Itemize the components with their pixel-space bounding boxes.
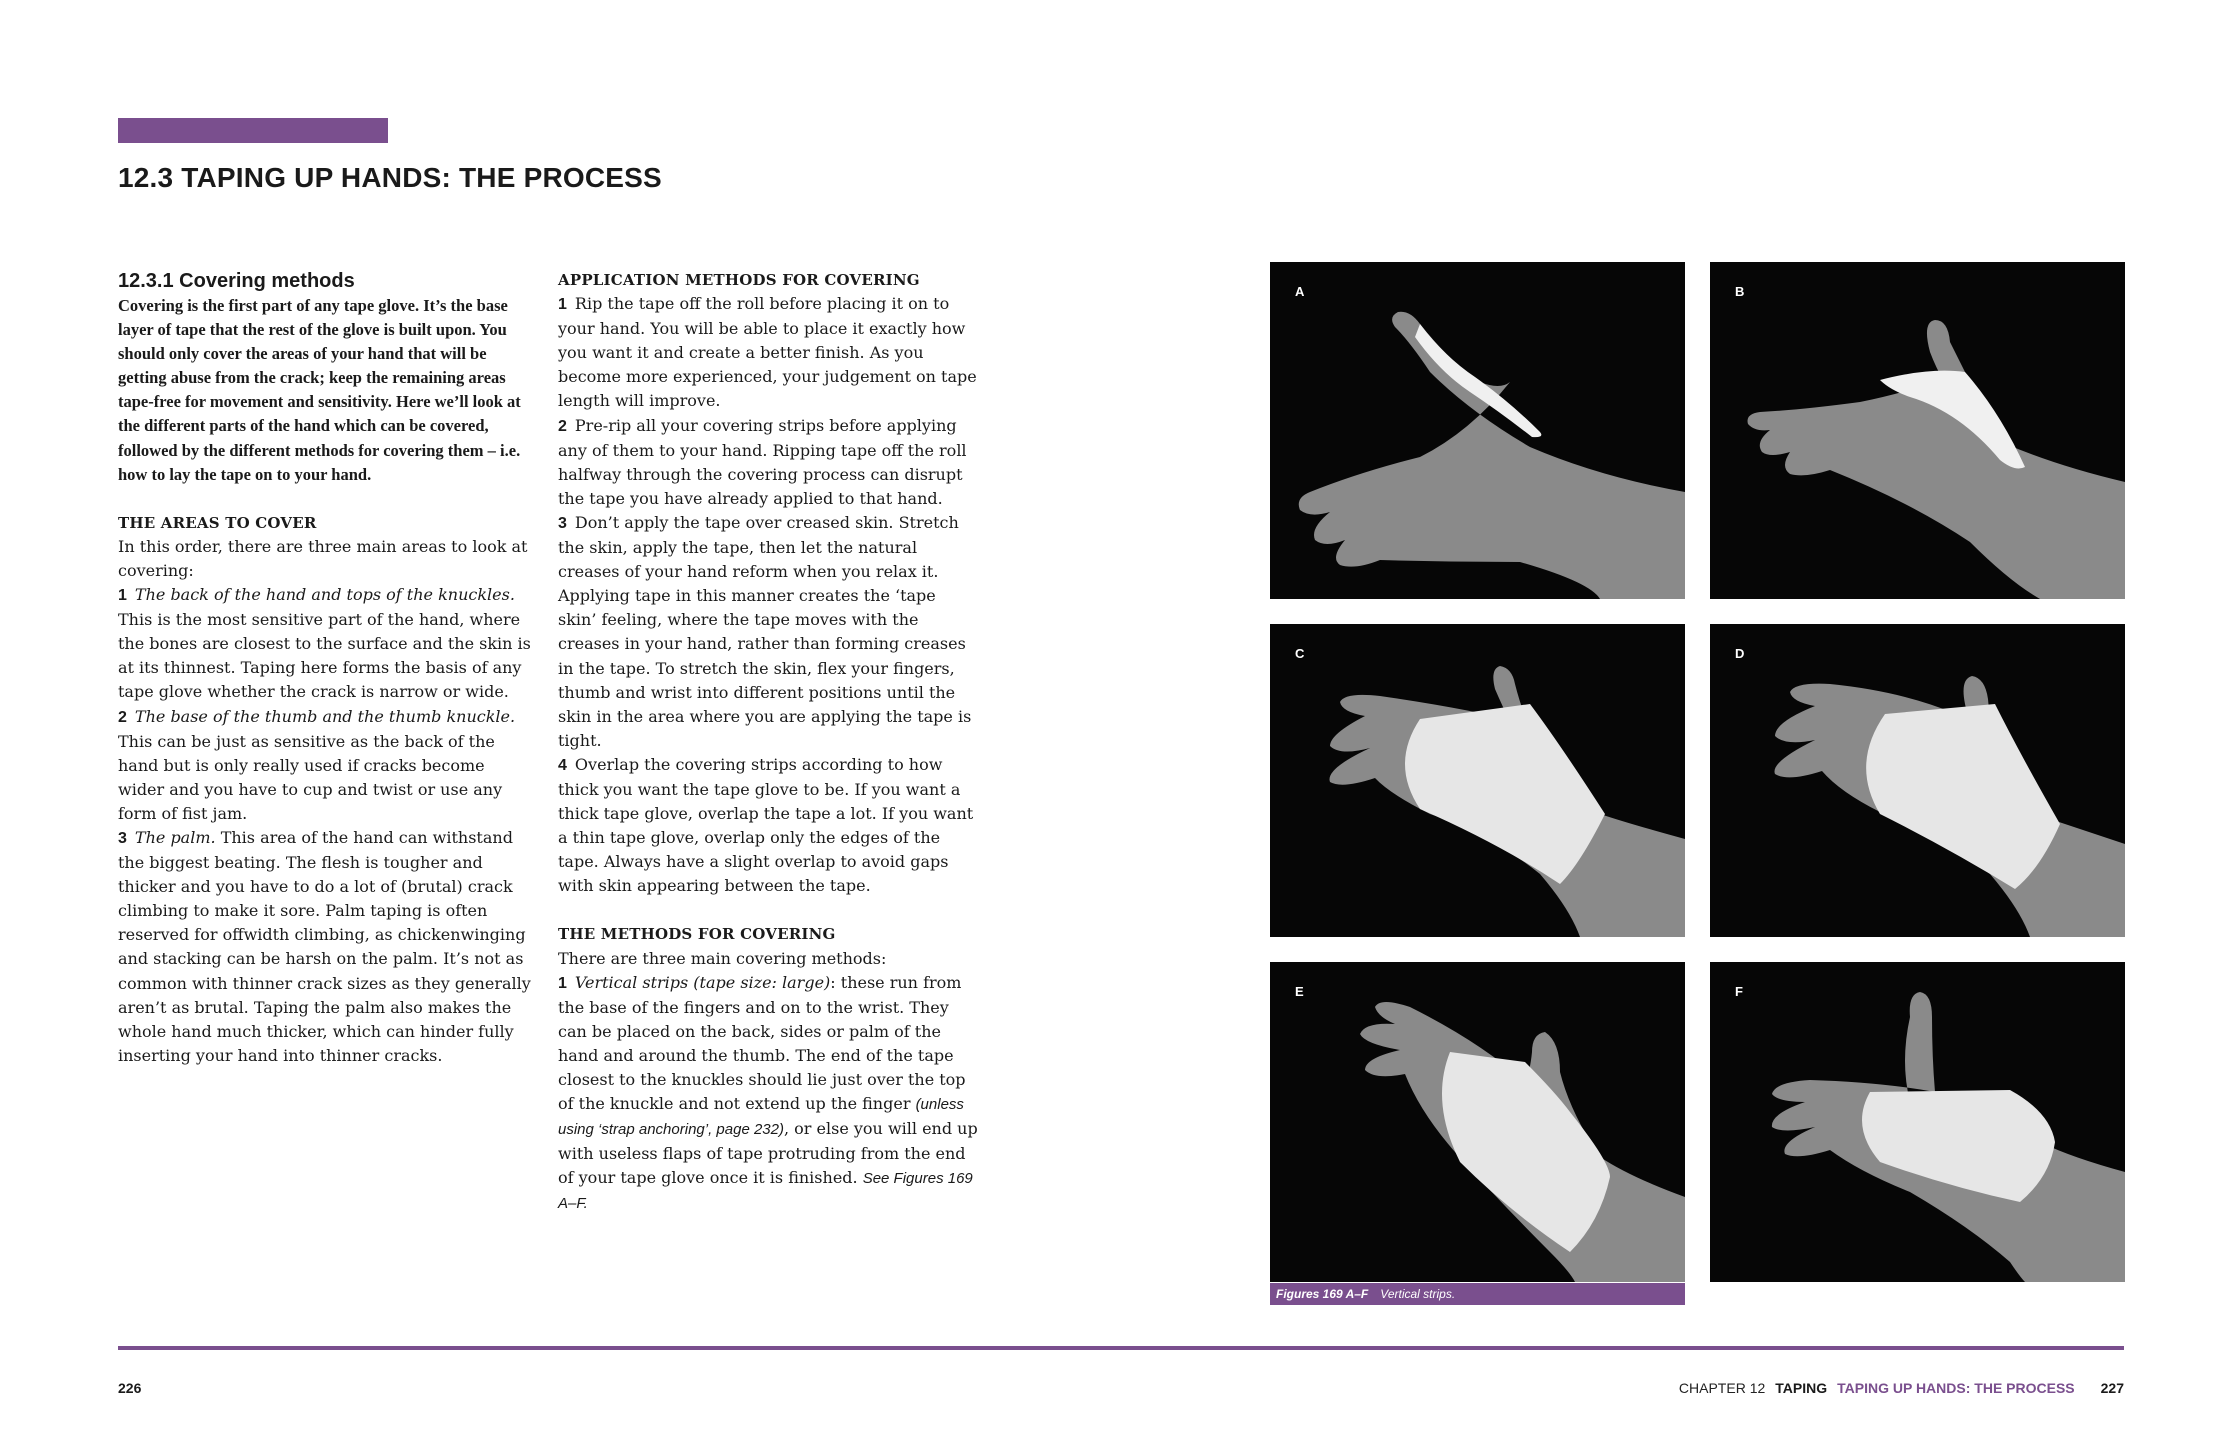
- hand-photo-e: [1270, 962, 1685, 1282]
- area-text: This is the most sensitive part of the hand, where the bones are closest to the surface and the skin is at its thinnest. Taping here forms the basis of any tape glove whether the crack is narrow or wide.: [118, 610, 531, 702]
- section-title: 12.3 TAPING UP HANDS: THE PROCESS: [118, 162, 662, 193]
- figure-letter: B: [1735, 284, 1745, 299]
- middle-text-column: [558, 268, 978, 1217]
- running-footer: [1679, 1380, 2124, 1396]
- area-number: 1: [118, 587, 127, 605]
- item-text: Pre-rip all your covering strips before applying any of them to your hand. Ripping tape off the roll halfway through the covering process can disrupt the tape you have already applied to that hand.: [558, 415, 967, 508]
- hand-photo-d: [1710, 624, 2125, 937]
- figure-caption: [1270, 1283, 1685, 1305]
- application-item-3: [558, 511, 978, 753]
- item-number: 4: [558, 756, 567, 774]
- item-number: 3: [558, 514, 567, 532]
- right-page-number: 227: [2100, 1380, 2124, 1396]
- figure-letter: F: [1735, 984, 1743, 999]
- hand-photo-b: [1710, 262, 2125, 599]
- figure-e: [1270, 962, 1685, 1282]
- area-title: The back of the hand and tops of the knuckles.: [134, 585, 515, 605]
- left-text-column: [118, 268, 533, 1068]
- cross-reference: (unless using ‘strap anchoring’, page 232): [558, 1096, 964, 1139]
- figure-letter: D: [1735, 646, 1745, 661]
- chapter-label: CHAPTER 12: [1678, 1380, 1766, 1396]
- section-color-bar: [118, 118, 388, 143]
- methods-lead: There are three main covering methods:: [558, 948, 887, 968]
- method-text: : these run from the base of the fingers and on to the wrist. They can be placed on the back, sides or palm of the hand and around the thumb. The end of the tape closest to the knuckles should lie just over the top of the knuckle and not extend up the finger: [558, 972, 966, 1114]
- areas-lead: In this order, there are three main areas to look at covering:: [118, 536, 528, 580]
- figure-f: [1710, 962, 2125, 1282]
- area-item-3: [118, 826, 533, 1068]
- area-title: The base of the thumb and the thumb knuckle.: [134, 706, 516, 726]
- figure-letter: E: [1295, 984, 1304, 999]
- figure-b: [1710, 262, 2125, 599]
- chapter-name: TAPING: [1775, 1380, 1828, 1396]
- footer-rule: [118, 1346, 2124, 1350]
- method-title: Vertical strips (tape size: large): [574, 972, 831, 992]
- intro-paragraph: Covering is the first part of any tape glove. It’s the base layer of tape that the rest of the glove is built upon. You should only cover the areas of your hand that will be getting abuse from the crack; keep the remaining areas tape-free for movement and sensitivity. Here we’ll look at the different parts of the hand which can be covered, followed by the different methods for covering them – i.e. how to lay the tape on to your hand.: [118, 296, 521, 484]
- areas-heading: THE AREAS TO COVER: [118, 513, 317, 532]
- figure-letter: A: [1295, 284, 1305, 299]
- item-text: Don’t apply the tape over creased skin. Stretch the skin, apply the tape, then let the natural creases of your hand reform when you relax it. Applying tape in this manner creates the ‘tape skin’ feeling, where the tape moves with the creases in your hand, rather than forming creases in the tape. To stretch the skin, flex your fingers, thumb and wrist into different positions until the skin in the area where you are applying the tape is tight.: [558, 512, 972, 750]
- item-number: 1: [558, 974, 567, 992]
- application-item-1: [558, 292, 978, 413]
- hand-photo-f: [1710, 962, 2125, 1282]
- figure-d: [1710, 624, 2125, 937]
- subheading: 12.3.1 Covering methods: [118, 270, 355, 292]
- item-number: 2: [558, 417, 567, 435]
- area-text: This can be just as sensitive as the back of the hand but is only really used if cracks become wider and you have to cup and twist or use any form of fist jam.: [118, 731, 503, 823]
- caption-text: Vertical strips.: [1380, 1287, 1456, 1301]
- method-item-1: [558, 971, 978, 1217]
- item-text: Rip the tape off the roll before placing it on to your hand. You will be able to place it exactly how you want it and create a better finish. As you become more experienced, your judgement on tape length will improve.: [558, 294, 977, 411]
- item-number: 1: [558, 296, 567, 314]
- hand-photo-a: [1270, 262, 1685, 599]
- figure-letter: C: [1295, 646, 1305, 661]
- application-item-4: [558, 753, 978, 899]
- figure-reference: See Figures 169 A–F.: [558, 1170, 973, 1213]
- figure-c: [1270, 624, 1685, 937]
- section-topic: TAPING UP HANDS: THE PROCESS: [1837, 1380, 2075, 1396]
- item-text: Overlap the covering strips according to how thick you want the tape glove to be. If you want a thick tape glove, overlap the tape a lot. If you want a thin tape glove, overlap only the edges of the tape. Always have a slight overlap to avoid gaps with skin appearing between the tape.: [558, 754, 974, 896]
- application-item-2: [558, 414, 978, 511]
- hand-photo-c: [1270, 624, 1685, 937]
- caption-label: Figures 169 A–F: [1276, 1287, 1369, 1301]
- area-item-2: [118, 705, 533, 826]
- area-text: This area of the hand can withstand the biggest beating. The flesh is tougher and thicker and you have to do a lot of (brutal) crack climbing to make it sore. Palm taping is often reserved for offwidth climbing, as chickenwinging and stacking can be harsh on the palm. It’s not as common with thinner crack sizes as they generally aren’t as brutal. Taping the palm also makes the whole hand much thicker, which can hinder fully inserting your hand into thinner cracks.: [118, 827, 531, 1065]
- area-number: 2: [118, 708, 127, 726]
- left-page-number: 226: [118, 1380, 142, 1396]
- method-text-cont: , or else you will end up with useless flaps of tape protruding from the end of your tape glove once it is finished.: [558, 1119, 978, 1188]
- application-heading: APPLICATION METHODS FOR COVERING: [558, 271, 920, 289]
- methods-heading: THE METHODS FOR COVERING: [558, 925, 836, 944]
- area-item-1: [118, 583, 533, 704]
- figure-a: [1270, 262, 1685, 599]
- area-number: 3: [118, 829, 127, 847]
- area-title: The palm.: [134, 827, 216, 847]
